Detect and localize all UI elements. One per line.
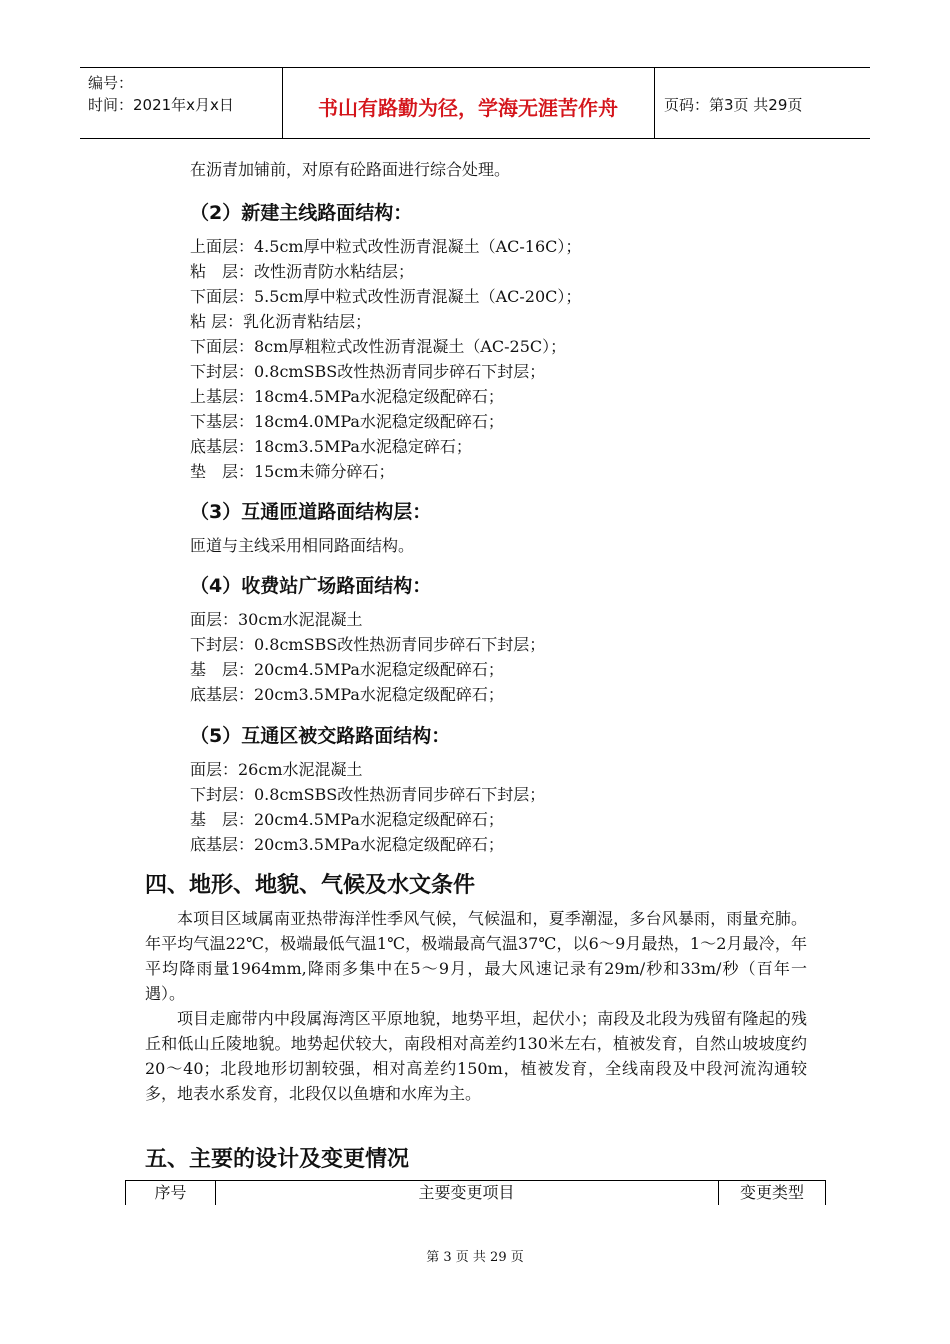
change-table-header bbox=[125, 1180, 826, 1205]
date-label: 时间：2021年x月x日 bbox=[88, 96, 234, 114]
section-4-title: （4）收费站广场路面结构： bbox=[190, 575, 432, 597]
sec2-line: 底基层：18cm3.5MPa水泥稳定碎石； bbox=[190, 437, 472, 456]
number-label: 编号： bbox=[88, 74, 134, 92]
motto: 书山有路勤为径，学海无涯苦作舟 bbox=[318, 96, 618, 120]
sec4-line: 面层：30cm水泥混凝土 bbox=[190, 610, 363, 629]
sec5-line: 下封层：0.8cmSBS改性热沥青同步碎石下封层； bbox=[190, 785, 546, 804]
section-5-title: （5）互通区被交路路面结构： bbox=[190, 725, 451, 747]
sec2-line: 下封层：0.8cmSBS改性热沥青同步碎石下封层； bbox=[190, 362, 546, 381]
part-4-title: 四、地形、地貌、气候及水文条件 bbox=[145, 873, 476, 898]
sec4-line: 基 层：20cm4.5MPa水泥稳定级配碎石； bbox=[190, 660, 504, 679]
page-label: 页码：第3页 共29页 bbox=[664, 96, 803, 114]
sec3-line: 匝道与主线采用相同路面结构。 bbox=[190, 536, 415, 555]
sec5-line: 基 层：20cm4.5MPa水泥稳定级配碎石； bbox=[190, 810, 504, 829]
sec2-line: 下基层：18cm4.0MPa水泥稳定级配碎石； bbox=[190, 412, 504, 431]
header-meta-cell bbox=[80, 68, 283, 138]
sec4-line: 下封层：0.8cmSBS改性热沥青同步碎石下封层； bbox=[190, 635, 546, 654]
intro-line: 在沥青加铺前，对原有砼路面进行综合处理。 bbox=[190, 160, 511, 179]
sec2-line: 垫 层：15cm未筛分碎石； bbox=[190, 462, 395, 481]
page-header bbox=[80, 67, 870, 139]
section-3-title: （3）互通匝道路面结构层： bbox=[190, 501, 432, 523]
sec2-line: 上面层：4.5cm厚中粒式改性沥青混凝土（AC-16C）； bbox=[190, 237, 582, 256]
page-footer: 第 3 页 共 29 页 bbox=[426, 1250, 524, 1265]
sec2-line: 粘 层：乳化沥青粘结层； bbox=[190, 312, 372, 331]
sec2-line: 粘 层：改性沥青防水粘结层； bbox=[190, 262, 415, 281]
table-header-item: 主要变更项目 bbox=[215, 1181, 719, 1205]
table-header-index: 序号 bbox=[126, 1181, 216, 1205]
sec2-line: 下面层：8cm厚粗粒式改性沥青混凝土（AC-25C）； bbox=[190, 337, 567, 356]
header-motto-cell bbox=[282, 68, 655, 138]
section-2-title: （2）新建主线路面结构： bbox=[190, 202, 413, 224]
part-5-title: 五、主要的设计及变更情况 bbox=[145, 1147, 410, 1172]
sec4-line: 底基层：20cm3.5MPa水泥稳定级配碎石； bbox=[190, 685, 504, 704]
header-page-cell bbox=[654, 68, 870, 138]
sec2-line: 上基层：18cm4.5MPa水泥稳定级配碎石； bbox=[190, 387, 504, 406]
part-4-paragraph-2: 项目走廊带内中段属海湾区平原地貌，地势平坦，起伏小；南段及北段为残留有隆起的残丘和低山丘陵地貌。地势起伏较大，南段相对高差约130米左右，植被发育，自然山坡坡度约20～40；北段地形切割较强，相对高差约150m，植被发育，全线南段及中段河流沟通较多，地表水系发育，北段仅以鱼塘和水库为主。 bbox=[145, 1009, 807, 1103]
sec5-line: 面层：26cm水泥混凝土 bbox=[190, 760, 363, 779]
sec5-line: 底基层：20cm3.5MPa水泥稳定级配碎石； bbox=[190, 835, 504, 854]
sec2-line: 下面层：5.5cm厚中粒式改性沥青混凝土（AC-20C）； bbox=[190, 287, 582, 306]
part-4-paragraph-1: 本项目区域属南亚热带海洋性季风气候，气候温和，夏季潮湿，多台风暴雨，雨量充肺。年平均气温22℃，极端最低气温1℃，极端最高气温37℃，以6～9月最热，1～2月最冷，年平均降雨量1964mm,降雨多集中在5～9月，最大风速记录有29m/秒和33m/秒（百年一遇）。 bbox=[145, 909, 807, 1003]
table-header-type: 变更类型 bbox=[739, 1183, 804, 1202]
